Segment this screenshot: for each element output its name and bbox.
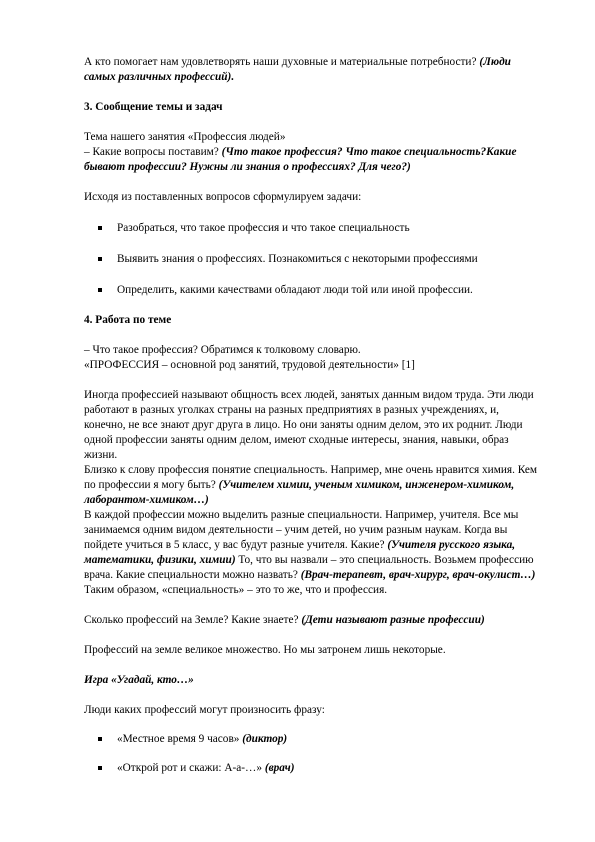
intro-answer: (Люди самых различных профессий). bbox=[84, 56, 511, 83]
list-item bbox=[84, 732, 540, 747]
phrases-list bbox=[84, 732, 540, 776]
list-item bbox=[84, 761, 540, 776]
phrase-answer: (врач) bbox=[264, 762, 295, 774]
tasks-lead: Исходя из поставленных вопросов сформулируем задачи: bbox=[84, 191, 362, 203]
task-text: Выявить знания о профессиях. Познакомиться с некоторыми профессиями bbox=[117, 253, 478, 265]
tasks-list bbox=[84, 221, 540, 298]
phrase-answer: (диктор) bbox=[242, 733, 288, 745]
phrase-text: «Открой рот и скажи: А-а-…» bbox=[117, 762, 265, 774]
many-professions: Профессий на земле великое множество. Но мы затронем лишь некоторые. bbox=[84, 644, 446, 656]
bullet-icon bbox=[98, 737, 102, 741]
paragraph-2-answer: (Учителем химии, ученым химиком, инженером-химиком, лаборантом-химиком…) bbox=[84, 479, 515, 506]
paragraph-3-text: В каждой профессии можно выделить разные специальности. Например, учителя. Все мы занимаемся одним видом деятельности – учим детей, но учим разным наукам. Когда вы пойдете учиться в 5 класс, у вас будут разные учителя. Какие? bbox=[84, 509, 519, 551]
task-text: Определить, какими качествами обладают люди той или иной профессии. bbox=[117, 284, 473, 296]
bullet-icon bbox=[98, 766, 102, 770]
questions-lead: – Какие вопросы поставим? bbox=[84, 146, 222, 158]
section3-heading: 3. Сообщение темы и задач bbox=[84, 101, 223, 113]
phrase-text: «Местное время 9 часов» bbox=[117, 733, 243, 745]
paragraph-3 bbox=[84, 508, 540, 583]
questions-paragraph bbox=[84, 145, 540, 175]
bullet-icon bbox=[98, 226, 102, 230]
question-1: – Что такое профессия? Обратимся к толковому словарю. bbox=[84, 344, 361, 356]
paragraph-4: Таким образом, «специальность» – это то же, что и профессия. bbox=[84, 584, 388, 596]
questions-answer: (Что такое профессия? Что такое специальность?Какие бывают профессии? Нужны ли знания о профессиях? Для чего?) bbox=[84, 146, 517, 173]
task-text: Разобраться, что такое профессия и что такое специальность bbox=[117, 222, 410, 234]
list-item bbox=[84, 283, 540, 298]
game-title: Игра «Угадай, кто…» bbox=[84, 674, 194, 686]
intro-paragraph bbox=[84, 55, 540, 85]
list-item bbox=[84, 221, 540, 236]
paragraph-1: Иногда профессией называют общность всех людей, занятых данным видом труда. Эти люди работают в разных уголках страны на разных предприятиях в разных учреждениях, и, конечно, не все знают друг друга в лицо. Но они заняты одним делом, это их роднит. Люди одной профессии заняты одним делом, имеют сходные интересы, знания, навыки, образ жизни. bbox=[84, 389, 534, 461]
paragraph-2 bbox=[84, 463, 540, 508]
game-lead: Люди каких профессий могут произносить фразу: bbox=[84, 704, 325, 716]
document-body bbox=[84, 55, 540, 776]
question-2-answer: (Дети называют разные профессии) bbox=[301, 614, 485, 626]
paragraph-3-text-2: То, что вы назвали – это специальность. Возьмем профессию врача. Какие специальности можно назвать? bbox=[84, 554, 534, 581]
list-item bbox=[84, 252, 540, 267]
question-2-text: Сколько профессий на Земле? Какие знаете? bbox=[84, 614, 302, 626]
bullet-icon bbox=[98, 288, 102, 292]
definition: «ПРОФЕССИЯ – основной род занятий, трудовой деятельности» [1] bbox=[84, 359, 415, 371]
intro-text: А кто помогает нам удовлетворять наши духовные и материальные потребности? bbox=[84, 56, 480, 68]
paragraph-3-answer: (Учителя русского языка, математики, физики, химии) bbox=[84, 539, 516, 566]
paragraph-2-text: Близко к слову профессия понятие специальность. Например, мне очень нравится химия. Кем по профессии я могу быть? bbox=[84, 464, 538, 491]
topic-line: Тема нашего занятия «Профессия людей» bbox=[84, 131, 286, 143]
paragraph-3-answer-2: (Врач-терапевт, врач-хирург, врач-окулист…) bbox=[300, 569, 536, 581]
bullet-icon bbox=[98, 257, 102, 261]
question-2 bbox=[84, 613, 540, 628]
section4-heading: 4. Работа по теме bbox=[84, 314, 172, 326]
